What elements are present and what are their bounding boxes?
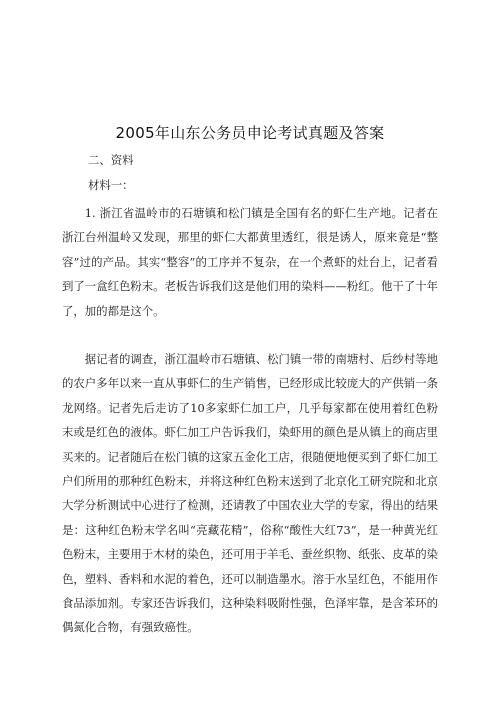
paragraph-1: 1. 浙江省温岭市的石塘镇和松门镇是全国有名的虾仁生产地。记者在浙江台州温岭又发现，那里的虾仁大都黄里透红，很是诱人，原来竟是“整容”过的产品。其实“整容”的工序并不复杂，在一个煮虾的灶台上，记者看到了一盒红色粉末。老板告诉我们这是他们用的染料——粉红。他干了十年了，加的都是这个。 <box>62 206 438 318</box>
section-heading: 二、资料 <box>88 153 134 167</box>
paragraph-2: 据记者的调查，浙江温岭市石塘镇、松门镇一带的南塘村、后纱村等地的农户多年以来一直从事虾仁的生产销售，已经形成比较庞大的产供销一条龙网络。记者先后走访了10多家虾仁加工户，几乎每家都在使用着红色粉末或是红色的液体。虾仁加工户告诉我们，染虾用的颜色是从镇上的商店里买来的。记者随后在松门镇的这家五金化工店，很随便地便买到了虾仁加工户们所用的那种红色粉末，并将这种红色粉末送到了北京化工研究院和北京大学分析测试中心进行了检测，还请教了中国农业大学的专家，得出的结果是：这种红色粉末学名叫“亮藏花精”，俗称“酸性大红73”，是一种黄光红色粉末，主要用于木材的染色，还可用于羊毛、蚕丝织物、纸张、皮革的染色，塑料、香料和水泥的着色，还可以制造墨水。溶于水呈红色，不能用作食品添加剂。专家还告诉我们，这种染料吸附性强，色泽牢靠，是含苯环的偶氮化合物，有强致癌性。 <box>62 352 438 635</box>
document-title: 2005年山东公务员申论考试真题及答案 <box>115 124 385 142</box>
material-label: 材料一： <box>88 178 134 192</box>
